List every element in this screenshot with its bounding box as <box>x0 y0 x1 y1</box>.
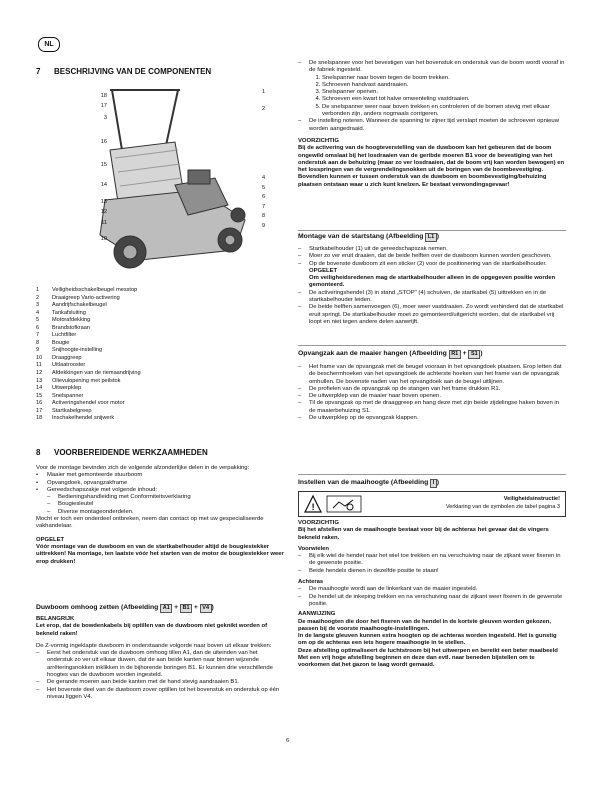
list-item: 14 Uitwerpklep <box>36 385 82 392</box>
startstang-heading: Montage van de startstang (Afbeelding L1 ) <box>298 233 439 240</box>
list-item: – Til de opvangzak op met de draaggreep en hang deze met zijn beide zijdelingse haken boven in de maaierbehuizing S1. <box>298 400 566 415</box>
section-8-heading: 8 VOORBEREIDENDE WERKZAAMHEDEN <box>36 448 208 457</box>
list-item: 2 Draaigreep Vario-activering <box>36 294 120 301</box>
list-item: – De hendel uit de inkeping trekken en na verschuiving naar de zijkant weer fixeren in de gewenste positie. <box>298 594 566 609</box>
list-item: – Eerst het onderstuk van de duwboom omhoog tillen A1, dan de uiteinden van het onderstuk zo ver uit elkaar duwen, dat de aan beide kanten naar binnen wijzende arrêteringsnokken inklikken in de bijhorende boringen B1. Er kunnen drie verschillende hoogtes van de duwboom worden ingesteld. <box>36 650 284 679</box>
list-item: 15 Snelspanner <box>36 392 84 399</box>
list-item: 2. Schroeven handvast aandraaien. <box>322 82 566 89</box>
list-item: – De gerande moeren aan beide kanten met de hand stevig aandraaien B1. <box>36 679 284 686</box>
list-item: • Maaier met gemonteerde stuurboom <box>36 472 284 479</box>
svg-text:!: ! <box>311 502 315 512</box>
list-item: 4 Tankafsluiting <box>36 309 86 316</box>
list-item: 13 Olievulopening met peilstok <box>36 377 121 384</box>
list-item: 8 Bougie <box>36 339 70 346</box>
opvangzak-heading: Opvangzak aan de maaier hangen (Afbeelding R1 + S1 ) <box>298 350 483 357</box>
list-item: 5. De snelspanner weer naar boven trekken en controleren of de bomen stevig met elkaar verbonden zijn, anders nogmaals corrigeren. <box>322 104 566 119</box>
list-item: – Bij elk wiel de hendel naar het wiel toe trekken en na verschuiving naar de zijkant weer fixeren in de gewenste positie. <box>298 553 566 568</box>
list-item: • Gereedschapszakje met volgende inhoud: <box>36 487 284 494</box>
list-item: 10 Draaggreep <box>36 354 82 361</box>
opvangzak-body <box>298 364 566 422</box>
list-item: 3 Aandrijfschakelbeugel <box>36 302 107 309</box>
list-item: – Beide hendels dienen in dezelfde positie te staan! <box>298 568 566 575</box>
list-item: 18 Inschakelhendel snijwerk <box>36 415 115 422</box>
list-item: – Bedieningshandleiding met Conformiteitsverklaring <box>47 494 284 501</box>
page-number: 6 <box>286 738 290 744</box>
section-7-heading: 7 BESCHRIJVING VAN DE COMPONENTEN <box>36 67 212 76</box>
list-item: – Moer zo ver eruit draaien, dat de beide helften over de duwboom kunnen worden geschoven. <box>298 253 566 260</box>
maaihoogte-heading: Instellen van de maaihoogte (Afbeelding I ) <box>298 479 439 486</box>
list-item: 3. Snelspanner openen. <box>322 89 566 96</box>
list-item: 16 Activeringshendel voor motor <box>36 400 125 407</box>
list-item: – Bougiesleutel <box>47 501 284 508</box>
list-item: 17 Startkabelgreep <box>36 407 92 414</box>
list-item: – Diverse montageonderdelen. <box>47 509 284 516</box>
list-item: • Opvangdoek, opvangzakframe <box>36 480 284 487</box>
list-item: – Startkabelhouder (1) uit de gereedschapszak nemen. <box>298 246 566 253</box>
list-item: – De instelling noteren. Wanneer de spanning te zijner tijd verslapt moeten de schroeven opnieuw worden aangedraaid. <box>298 118 566 133</box>
callout-labels-right: 1 2 4 5 6 7 8 9 <box>262 89 266 229</box>
maaihoogte-body: VOORZICHTIG Bij het afstellen van de maaihoogte bestaat voor bij de achteras het gevaar dat de vingers bekneld raken. Voorwielen – Bij elk wiel de hendel naar het wiel toe trekken en na verschuiving naar de zijkant weer fixeren in de gewenste positie. – Beide hendels dienen in dezelfde positie te staan! Achteras – De maaihoogte wordt aan de linkerkant van de maaier ingesteld. – De hendel uit de inkeping trekken en na verschuiving naar de zijkant weer fixeren in de gewenste positie. AANWIJZING De maaihoogten die door het fixeren van de hendel in de kortste gleuven worden gekozen, passen bij de voorste maaihoogte-instellingen. In de langste gleuven kunnen extra hoogten op de achteras worden ingesteld. Het is gunstig om op de achteras een iets hogere maaihoogte in te stellen. Deze afstelling optimaliseert de luchtstroom bij het uitwerpen en bereikt een beter maaibeeld Met een vrij hoge afstelling beginnen en deze dan evtl. naar beneden bijstellen om te voorkomen dat het gazon te laag wordt gemaaid. <box>298 520 566 670</box>
list-item: 9 Snijhoogte-instelling <box>36 347 103 354</box>
section-8-body: Voor de montage bevinden zich de volgende afzonderlijke delen in de verpakking: • Maaier met gemonteerde stuurboom • Opvangdoek, opvangzakframe • Gereedschapszakje met volgende inhoud: – Bedieningshandleiding met Conformiteitsverklaring – Bougiesleutel – Diverse montageonderdelen. Mocht er toch een onderdeel ontbreken, neem dan contact op met uw gespecialiseerde vakhandelaar. OPGELET Vóór montage van de duwboom en van de startkabelhouder altijd de bougiestekker uittrekken! Na montage, ten laatste vóór het starten van de motor de bougiestekker weer erop drukken! <box>36 465 284 566</box>
list-item: 11 Uitlaatrooster <box>36 362 86 369</box>
divider <box>298 230 566 231</box>
component-list <box>36 287 276 423</box>
language-badge: NL <box>38 37 60 52</box>
list-item: – Het bovenste deel van de duwboom zover optillen tot het bovenstuk en onderstuk op één niveau liggen V4. <box>36 687 284 702</box>
callout-labels-left: 18 17 3 16 15 14 13 12 11 10 <box>100 93 107 242</box>
list-item: – De uitwerpklep op de opvangzak klappen. <box>298 415 566 422</box>
list-item: 5 Motorafdekking <box>36 317 91 324</box>
list-item: – De snelspanner voor het bevestigen van het bovenstuk en onderstuk van de boom wordt vooraf in de fabriek ingesteld. <box>298 60 566 75</box>
list-item: – De uitwerpklep van de maaier naar boven openen. <box>298 393 566 400</box>
duwboom-heading: Duwboom omhoog zetten (Afbeelding A1 + B1 + V4 ) <box>36 604 214 611</box>
list-item: – Op de bovenste duwboom zit een sticker (2) voor de positionering van de startkabelhouder. <box>298 261 566 268</box>
list-item: 6 Brandstofkraan <box>36 324 90 331</box>
list-item: 7 Luchtfilter <box>36 332 77 339</box>
list-item: 1 Veiligheidsschakelbeugel messtop <box>36 287 138 293</box>
duwboom-body: BELANGRIJK Let erop, dat de bowdenkabels bij optillen van de duwboom niet geknikt worden of bekneld raken! De Z-vormig ingeklapte duwboom in onderstaande volgorde naar boven uit elkaar trekken: – Eerst het onderstuk van de duwboom omhoog tillen A1, dan de uiteinden van het onderstuk zo ver uit elkaar duwen, dat de aan beide kanten naar binnen wijzende arrêteringsnokken inklikken in de bijhorende boringen B1. Er kunnen drie verschillende hoogtes van de duwboom worden ingesteld. – De gerande moeren aan beide kanten met de hand stevig aandraaien B1. – Het bovenste deel van de duwboom zover optillen tot het bovenstuk en onderstuk op één niveau liggen V4. <box>36 616 284 701</box>
divider <box>298 345 566 346</box>
right-column-top: – De snelspanner voor het bevestigen van het bovenstuk en onderstuk van de boom wordt vooraf in de fabriek ingesteld. 1. Snelspanner naar boven tegen de boom trekken. 2. Schroeven handvast aandraaien. 3. Snelspanner openen. 4. Schroeven een kwart tot halve omwenteling vastdraaien. 5. De snelspanner weer naar boven trekken en controleren of de bomen stevig met elkaar verbonden zijn, anders nogmaals corrigeren. – De instelling noteren. Wanneer de spanning te zijner tijd verslapt moeten de schroeven opnieuw worden aangedraaid. VOORZICHTIG Bij de activering van de hoogteverstelling van de duwboom kan het gebeuren dat de boom ongewild omslaat bij het losdraaien van de geribde moeren B1 voor de bevestiging van het onderstuk aan de behuizing (maar zo ver losdraaien, dat de boom vrij kan worden bewogen) en het losspringen van de vergrendelingsnokken uit de boringen van de boombevestiging. Bovendien kunnen er tussen onderstuk van de duwboom en boombevestiging/behuizing plaatsen ontstaan waar u zich kunt knelzen. Er bestaat verwondingsgevaar! <box>298 60 566 189</box>
list-item: 12 Afdekkingen van de riemaandrijving <box>36 370 141 377</box>
list-item: 1. Snelspanner naar boven tegen de boom trekken. <box>322 75 566 82</box>
safety-instruction-box: ! Veiligheidsinstructie! Verklaring van de symbolen zie tabel pagina 3 <box>298 491 566 517</box>
list-item: – De activeringshendel (3) in stand „STOP" (4) schuiven, de startkabel (5) uittrekken en in de startkabelhouder leiden. <box>298 290 566 305</box>
list-item: – De profielen van de opvangzak op de stangen van het frame drukken R1. <box>298 386 566 393</box>
list-item: 4. Schroeven een kwart tot halve omwenteling vastdraaien. <box>322 96 566 103</box>
startstang-body: – Startkabelhouder (1) uit de gereedschapszak nemen. – Moer zo ver eruit draaien, dat de beide helften over de duwboom kunnen worden geschoven. – Op de bovenste duwboom zit een sticker (2) voor de positionering van de startkabelhouder. OPGELET Om veiligheidsredenen mag de startkabelhouder alleen in de opgegeven positie worden gemonteerd. – De activeringshendel (3) in stand „STOP" (4) schuiven, de startkabel (5) uittrekken en in de startkabelhouder leiden. – De beide helften samenvoegen (6), moer weer vastdraaien. Zo wordt verhinderd dat de startkabel eruit springt. De startkabelhouder moet zo gemonteerd/uitgericht worden, dat de startkabel vrij loopt en niet tegen andere delen aanwrijft. <box>298 246 566 326</box>
list-item: – De beide helften samenvoegen (6), moer weer vastdraaien. Zo wordt verhinderd dat de startkabel eruit springt. De startkabelhouder moet zo gemonteerd/uitgericht worden, dat de startkabel vrij loopt en niet tegen andere delen aanwrijft. <box>298 304 566 326</box>
divider <box>298 474 566 475</box>
safety-symbols-icon <box>303 494 365 514</box>
list-item: – Het frame van de opvangzak met de beugel vooraan in het opvangdoek plaatsen. Erop letten dat de beschermhoeken van het opvangdoek de achterste hoeken van het frame van de opvangzak omhullen. De bovenste naden van het opvangdoek aan de beugel uitlijnen. <box>298 364 566 386</box>
list-item: – De maaihoogte wordt aan de linkerkant van de maaier ingesteld. <box>298 586 566 593</box>
